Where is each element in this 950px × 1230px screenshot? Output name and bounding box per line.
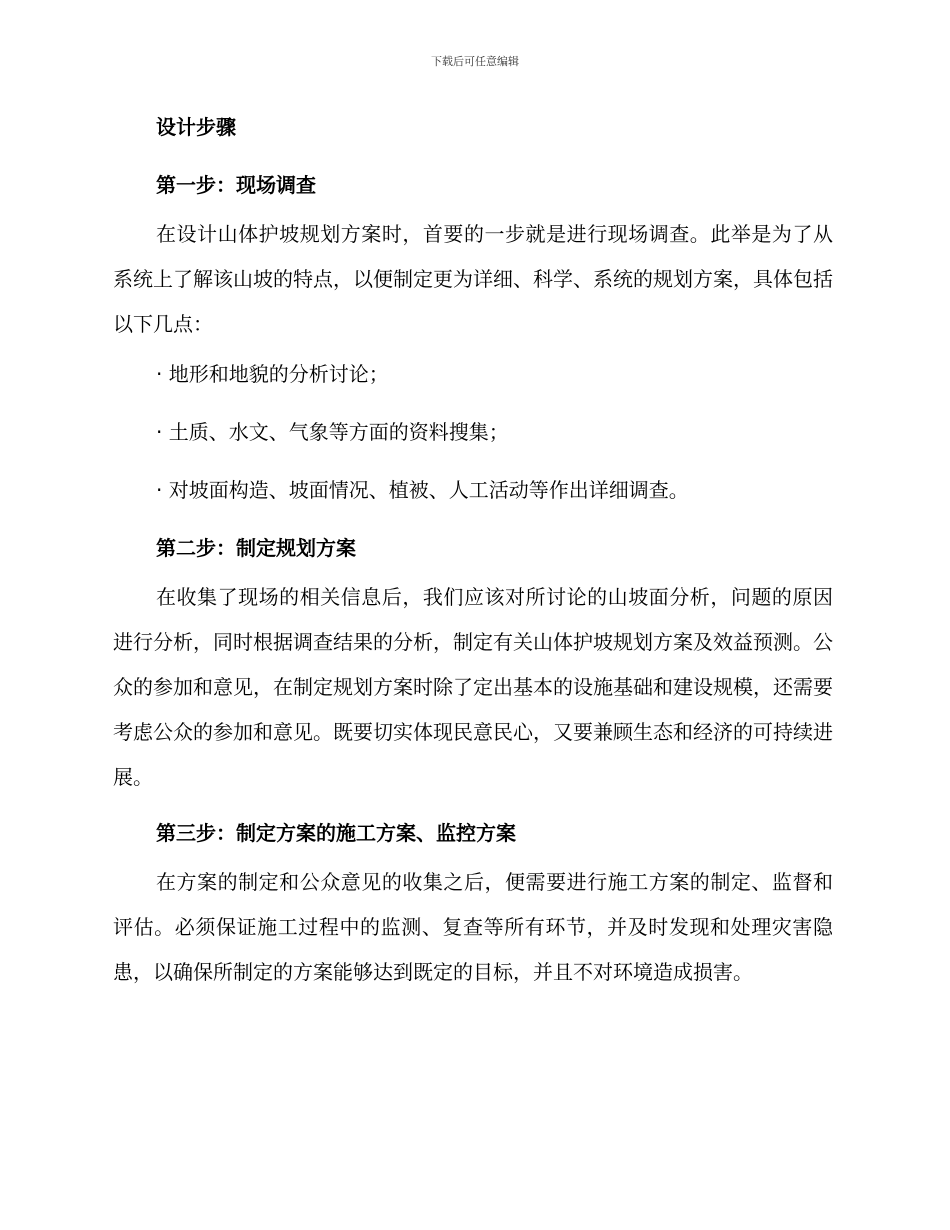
step2-heading: 第二步：制定规划方案 xyxy=(156,536,356,560)
step1-bullet-2: · 土质、水文、气象等方面的资料搜集； xyxy=(156,420,509,444)
page-header: 下载后可任意编辑 xyxy=(431,55,519,68)
step1-paragraph: 在设计山体护坡规划方案时，首要的一步就是进行现场调查。此举是为了从系统上了解该山坡的特点，以便制定更为详细、科学、系统的规划方案，具体包括以下几点： xyxy=(113,222,833,336)
step1-heading: 第一步：现场调查 xyxy=(156,173,316,197)
step2-paragraph: 在收集了现场的相关信息后，我们应该对所讨论的山坡面分析，问题的原因进行分析，同时根据调查结果的分析，制定有关山体护坡规划方案及效益预测。公众的参加和意见，在制定规划方案时除了定出基本的设施基础和建设规模，还需要考虑公众的参加和意见。既要切实体现民意民心，又要兼顾生态和经济的可持续进展。 xyxy=(113,585,833,789)
step3-paragraph: 在方案的制定和公众意见的收集之后，便需要进行施工方案的制定、监督和评估。必须保证施工过程中的监测、复查等所有环节，并及时发现和处理灾害隐患，以确保所制定的方案能够达到既定的目标，并且不对环境造成损害。 xyxy=(113,870,833,984)
step1-bullet-3: · 对坡面构造、坡面情况、植被、人工活动等作出详细调查。 xyxy=(156,478,689,502)
step1-bullet-1: · 地形和地貌的分析讨论； xyxy=(156,362,389,386)
document-title: 设计步骤 xyxy=(156,115,236,139)
document-body xyxy=(113,112,833,995)
step3-heading: 第三步：制定方案的施工方案、监控方案 xyxy=(156,821,516,845)
